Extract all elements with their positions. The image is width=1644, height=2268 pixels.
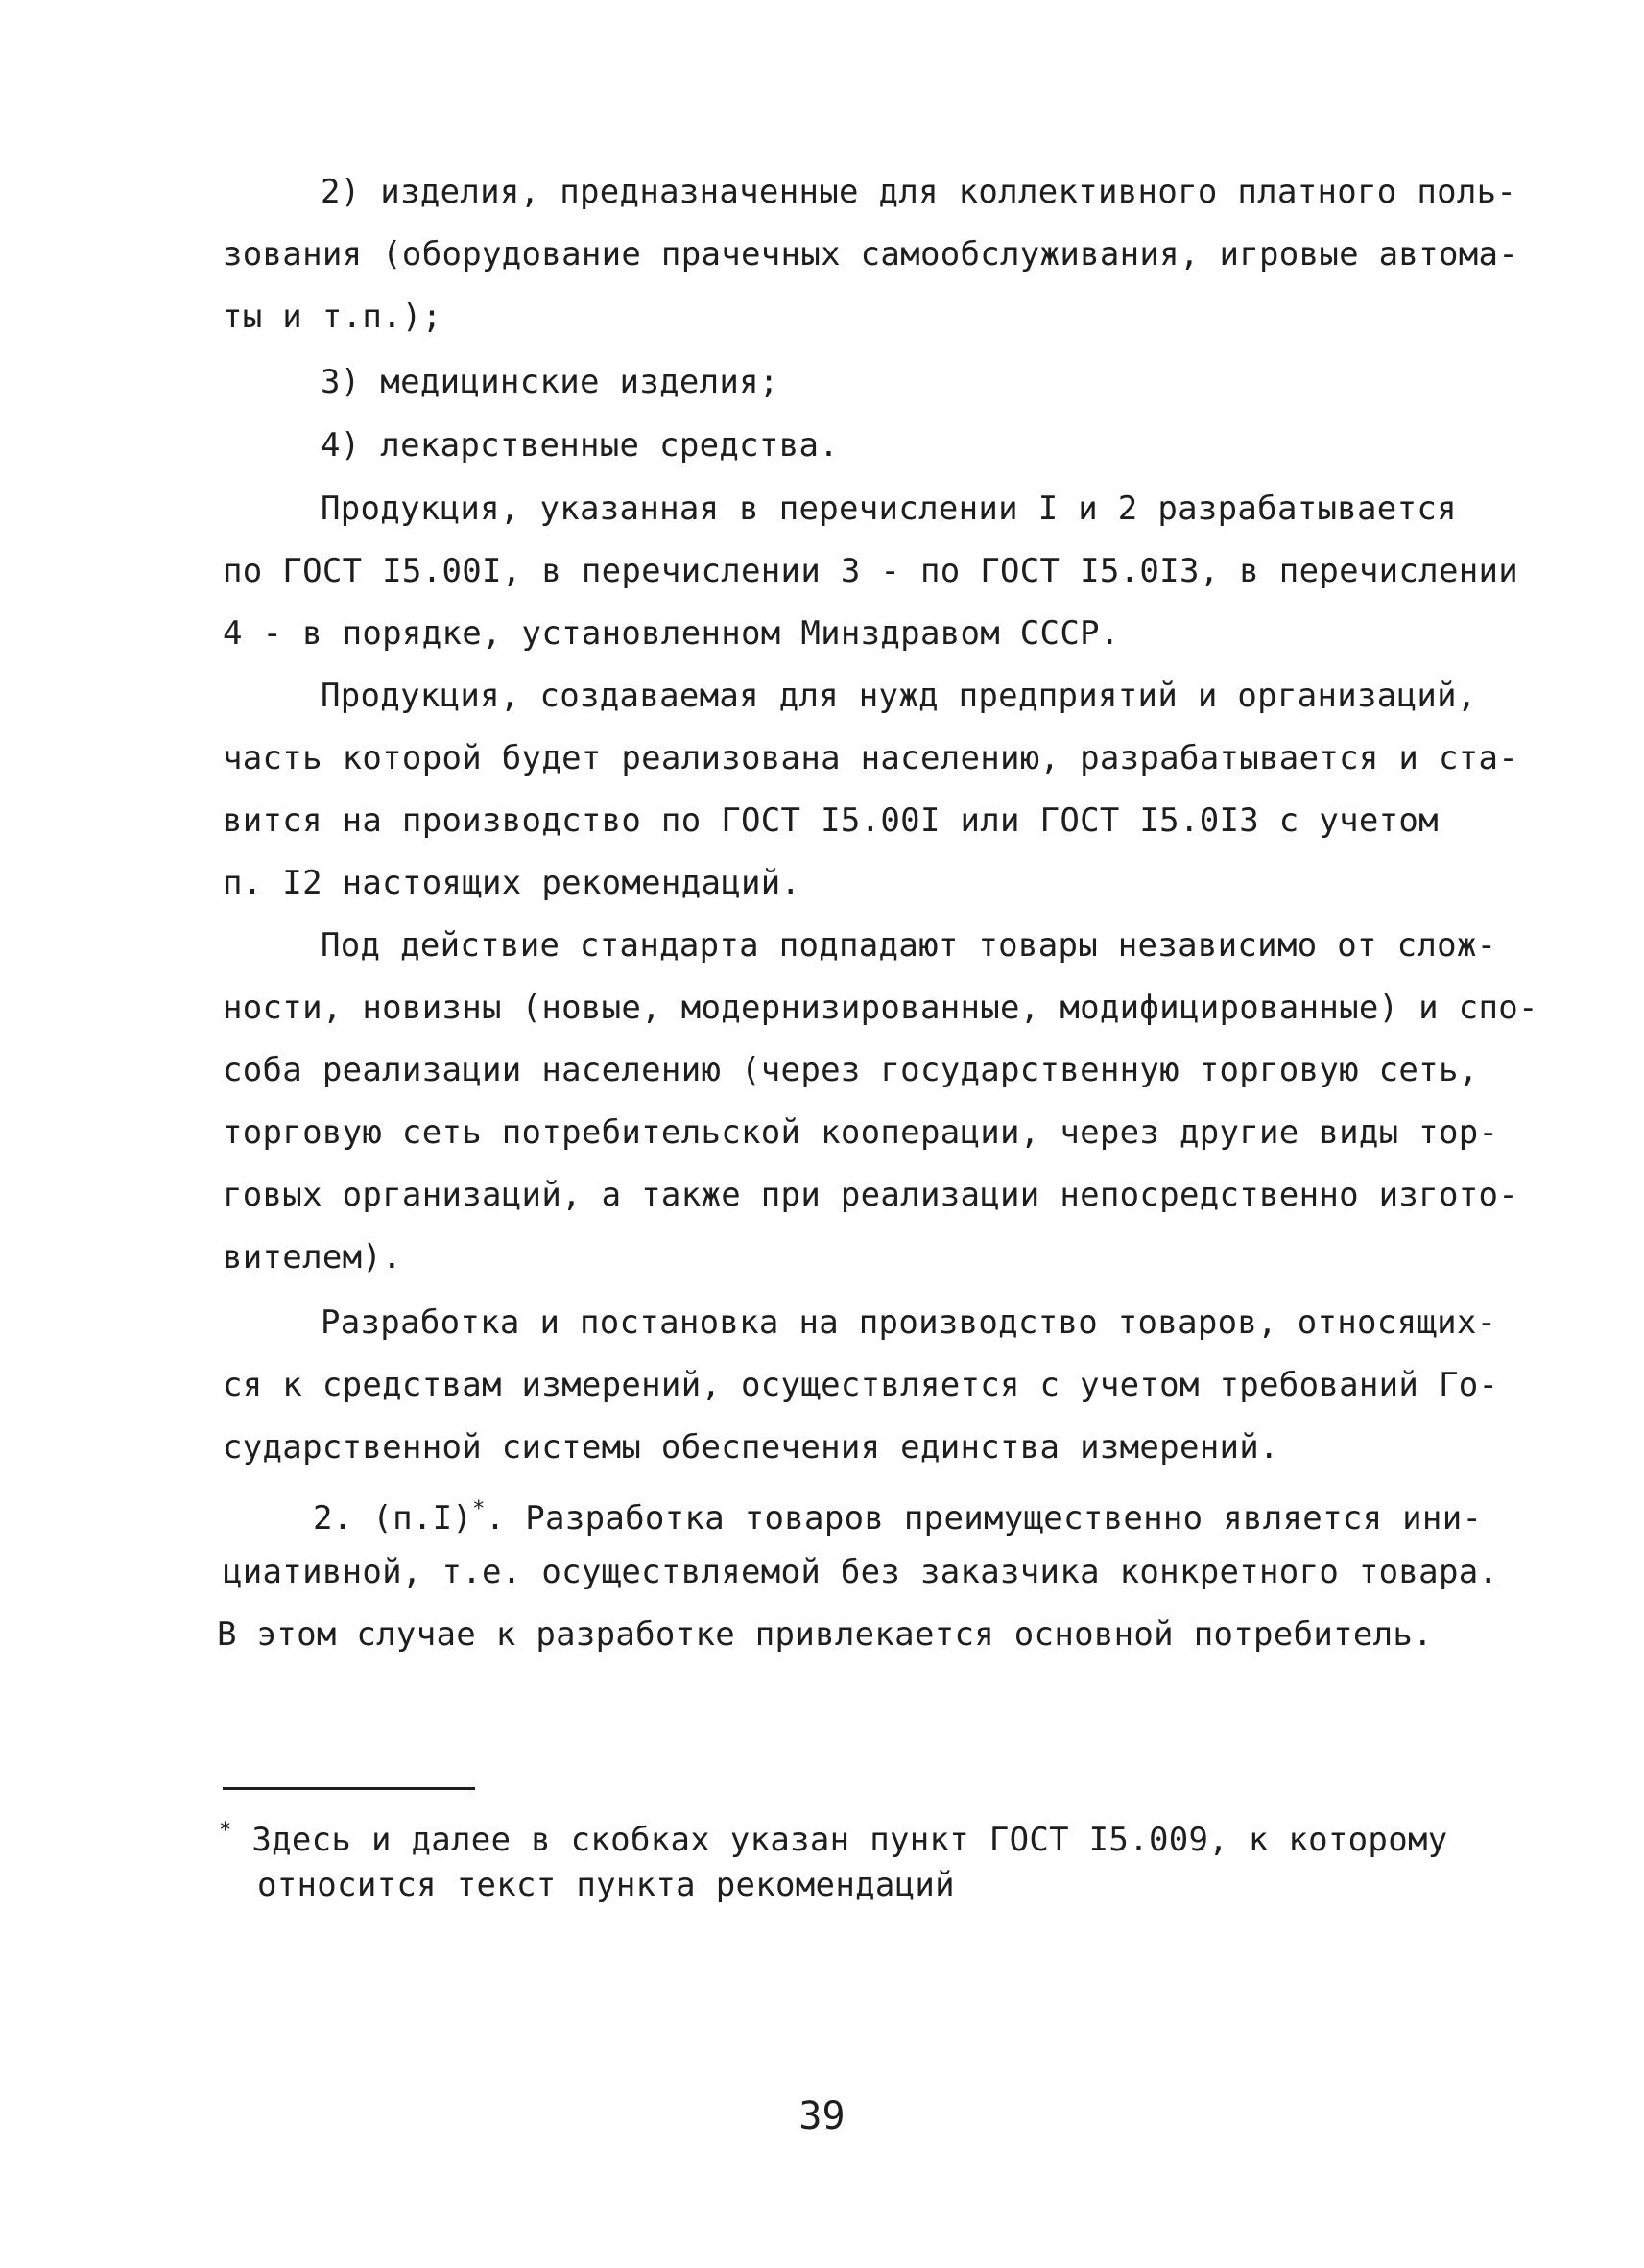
body-line: 2) изделия, предназначенные для коллективного платного поль- <box>321 173 1517 211</box>
footnote-mark: * <box>219 1819 232 1843</box>
body-line: циативной, т.е. осуществляемой без заказчика конкретного товара. <box>223 1553 1499 1591</box>
body-line: В этом случае к разработке привлекается основной потребитель. <box>217 1615 1433 1654</box>
body-line: Под действие стандарта подпадают товары независимо от слож- <box>321 926 1497 965</box>
body-line: Продукция, указанная в перечислении I и 2 разрабатывается <box>321 489 1457 528</box>
footnote-line <box>219 1812 1448 1859</box>
clause-line <box>313 1491 1482 1538</box>
body-line: Разработка и постановка на производство товаров, относящих- <box>321 1303 1497 1342</box>
body-line: ности, новизны (новые, модернизированные, модифицированные) и спо- <box>223 989 1538 1027</box>
body-line: п. I2 настоящих рекомендаций. <box>223 864 801 902</box>
body-line: соба реализации населению (через государственную торговую сеть, <box>223 1051 1479 1089</box>
clause-reference: 2. (п.I) <box>313 1499 473 1538</box>
body-line: ся к средствам измерений, осуществляется с учетом требований Го- <box>223 1366 1499 1404</box>
body-line: по ГОСТ I5.00I, в перечислении 3 - по ГОСТ I5.0I3, в перечислении <box>223 552 1519 590</box>
body-line: 4) лекарственные средства. <box>321 426 840 465</box>
body-line: торговую сеть потребительской кооперации, через другие виды тор- <box>223 1113 1499 1152</box>
body-line: говых организаций, а также при реализации непосредственно изгото- <box>223 1176 1519 1214</box>
body-line: сударственной системы обеспечения единства измерений. <box>223 1428 1279 1467</box>
body-line: вителем). <box>223 1238 402 1277</box>
body-text: Разработка товаров преимущественно является ини- <box>525 1499 1483 1538</box>
body-line: вится на производство по ГОСТ I5.00I или ГОСТ I5.0I3 с учетом <box>223 801 1439 840</box>
footnote-text: Здесь и далее в скобках указан пункт ГОСТ I5.009, к которому <box>251 1821 1448 1859</box>
body-line: ты и т.п.); <box>223 298 442 336</box>
page-number: 39 <box>798 2094 846 2138</box>
body-line: 3) медицинские изделия; <box>321 363 779 401</box>
body-line: зования (оборудование прачечных самообслуживания, игровые автома- <box>223 235 1519 274</box>
body-line: часть которой будет реализована населению, разрабатывается и ста- <box>223 739 1519 777</box>
footnote-divider <box>223 1787 475 1790</box>
body-line: Продукция, создаваемая для нужд предприятий и организаций, <box>321 677 1477 715</box>
footnote-mark: * <box>472 1497 486 1521</box>
clause-dot: . <box>485 1499 506 1538</box>
footnote-line: относится текст пункта рекомендаций <box>257 1866 955 1904</box>
body-line: 4 - в порядке, установленном Минздравом СССР. <box>223 614 1120 653</box>
